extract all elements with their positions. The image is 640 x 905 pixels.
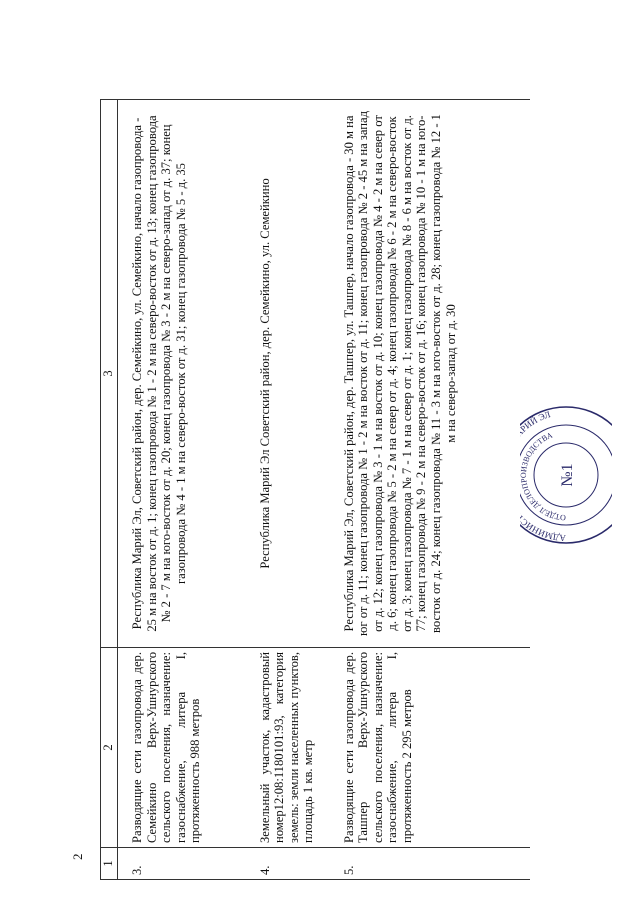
row-number: 4.: [246, 848, 330, 880]
official-seal: [520, 405, 612, 545]
header-cell-1: 1: [101, 848, 118, 880]
table-header-row: [101, 100, 118, 880]
row-number: 3.: [118, 848, 246, 880]
table-row: [246, 100, 330, 880]
object-location: Республика Марий Эл, Советский район, дер. Ташпер, ул. Ташпер, начало газопровода - 30 м на юг от д. 11; конец газопровода № 1 - 2 м на восток от д. 11; конец газопровода № 2 - 45 м на запад от д. 12; конец газопровода № 3 - 1 м на восток от д. 10; конец газопровода № 4 - 2 м на север от д. 6; конец газопровода № 5 - 2 м на север от д. 4; конец газопровода № 6 - 2 м на северо-восток от д. 3; конец газопровода № 7 - 1 м на север от д. 1; конец газопровода № 8 - 6 м на восток от д. 77; конец газопровода № 9 - 2 м на северо-восток от д. 16; конец газопровода № 10 - 1 м на юго-восток от д. 24; конец газопровода № 11 - 3 м на юго-восток от д. 28; конец газопровода № 12 - 1 м на северо-запад от д. 30: [330, 100, 530, 648]
table-row: [330, 100, 530, 880]
object-description: Разводящие сети газопровода дер. Ташпер Верх-Ушнурского сельского поселения, назначение: газоснабжение, литера I, протяженность 2 295 метров: [330, 648, 530, 848]
row-number: 5.: [330, 848, 530, 880]
seal-center-text: №1: [559, 463, 576, 487]
object-description: Земельный участок, кадастровый номер12:08:1180101:93, категория земель: земли населенных пунктов, площадь 1 кв. метр: [246, 648, 330, 848]
seal-graphic: [520, 405, 612, 545]
property-table: [100, 99, 530, 880]
seal-outer-text: АДМИНИ ИЙ ЭЛ: [522, 409, 567, 544]
rotated-page: [100, 100, 570, 880]
page-number: 2: [70, 853, 85, 860]
table-row: [118, 100, 246, 880]
header-cell-2: 2: [101, 648, 118, 848]
object-location: Республика Марий Эл Советский район, дер. Семейкино, ул. Семейкино: [246, 100, 330, 648]
object-location: Республика Марий Эл, Советский район, дер. Семейкино, ул. Семейкино, начало газопровода - 25 м на восток от д. 1; конец газопровода № 1 - 2 м на северо-восток от д. 13; конец газопровода № 2 - 7 м на юго-восток от д. 20; конец газопровода № 3 - 2 м на северо-запад от д. 37; конец газопровода № 4 - 1 м на северо-восток от д. 31; конец газопровода № 5 - д. 35: [118, 100, 246, 648]
seal-inner-text: ОТДЕЛ ДЕЛОПР ИЗВОДСТВА: [520, 430, 567, 523]
header-cell-3: 3: [101, 100, 118, 648]
object-description: Разводящие сети газопровода дер. Семейкино Верх-Ушнурского сельского поселения, назначение: газоснабжение, литера I, протяженность 988 метров: [118, 648, 246, 848]
